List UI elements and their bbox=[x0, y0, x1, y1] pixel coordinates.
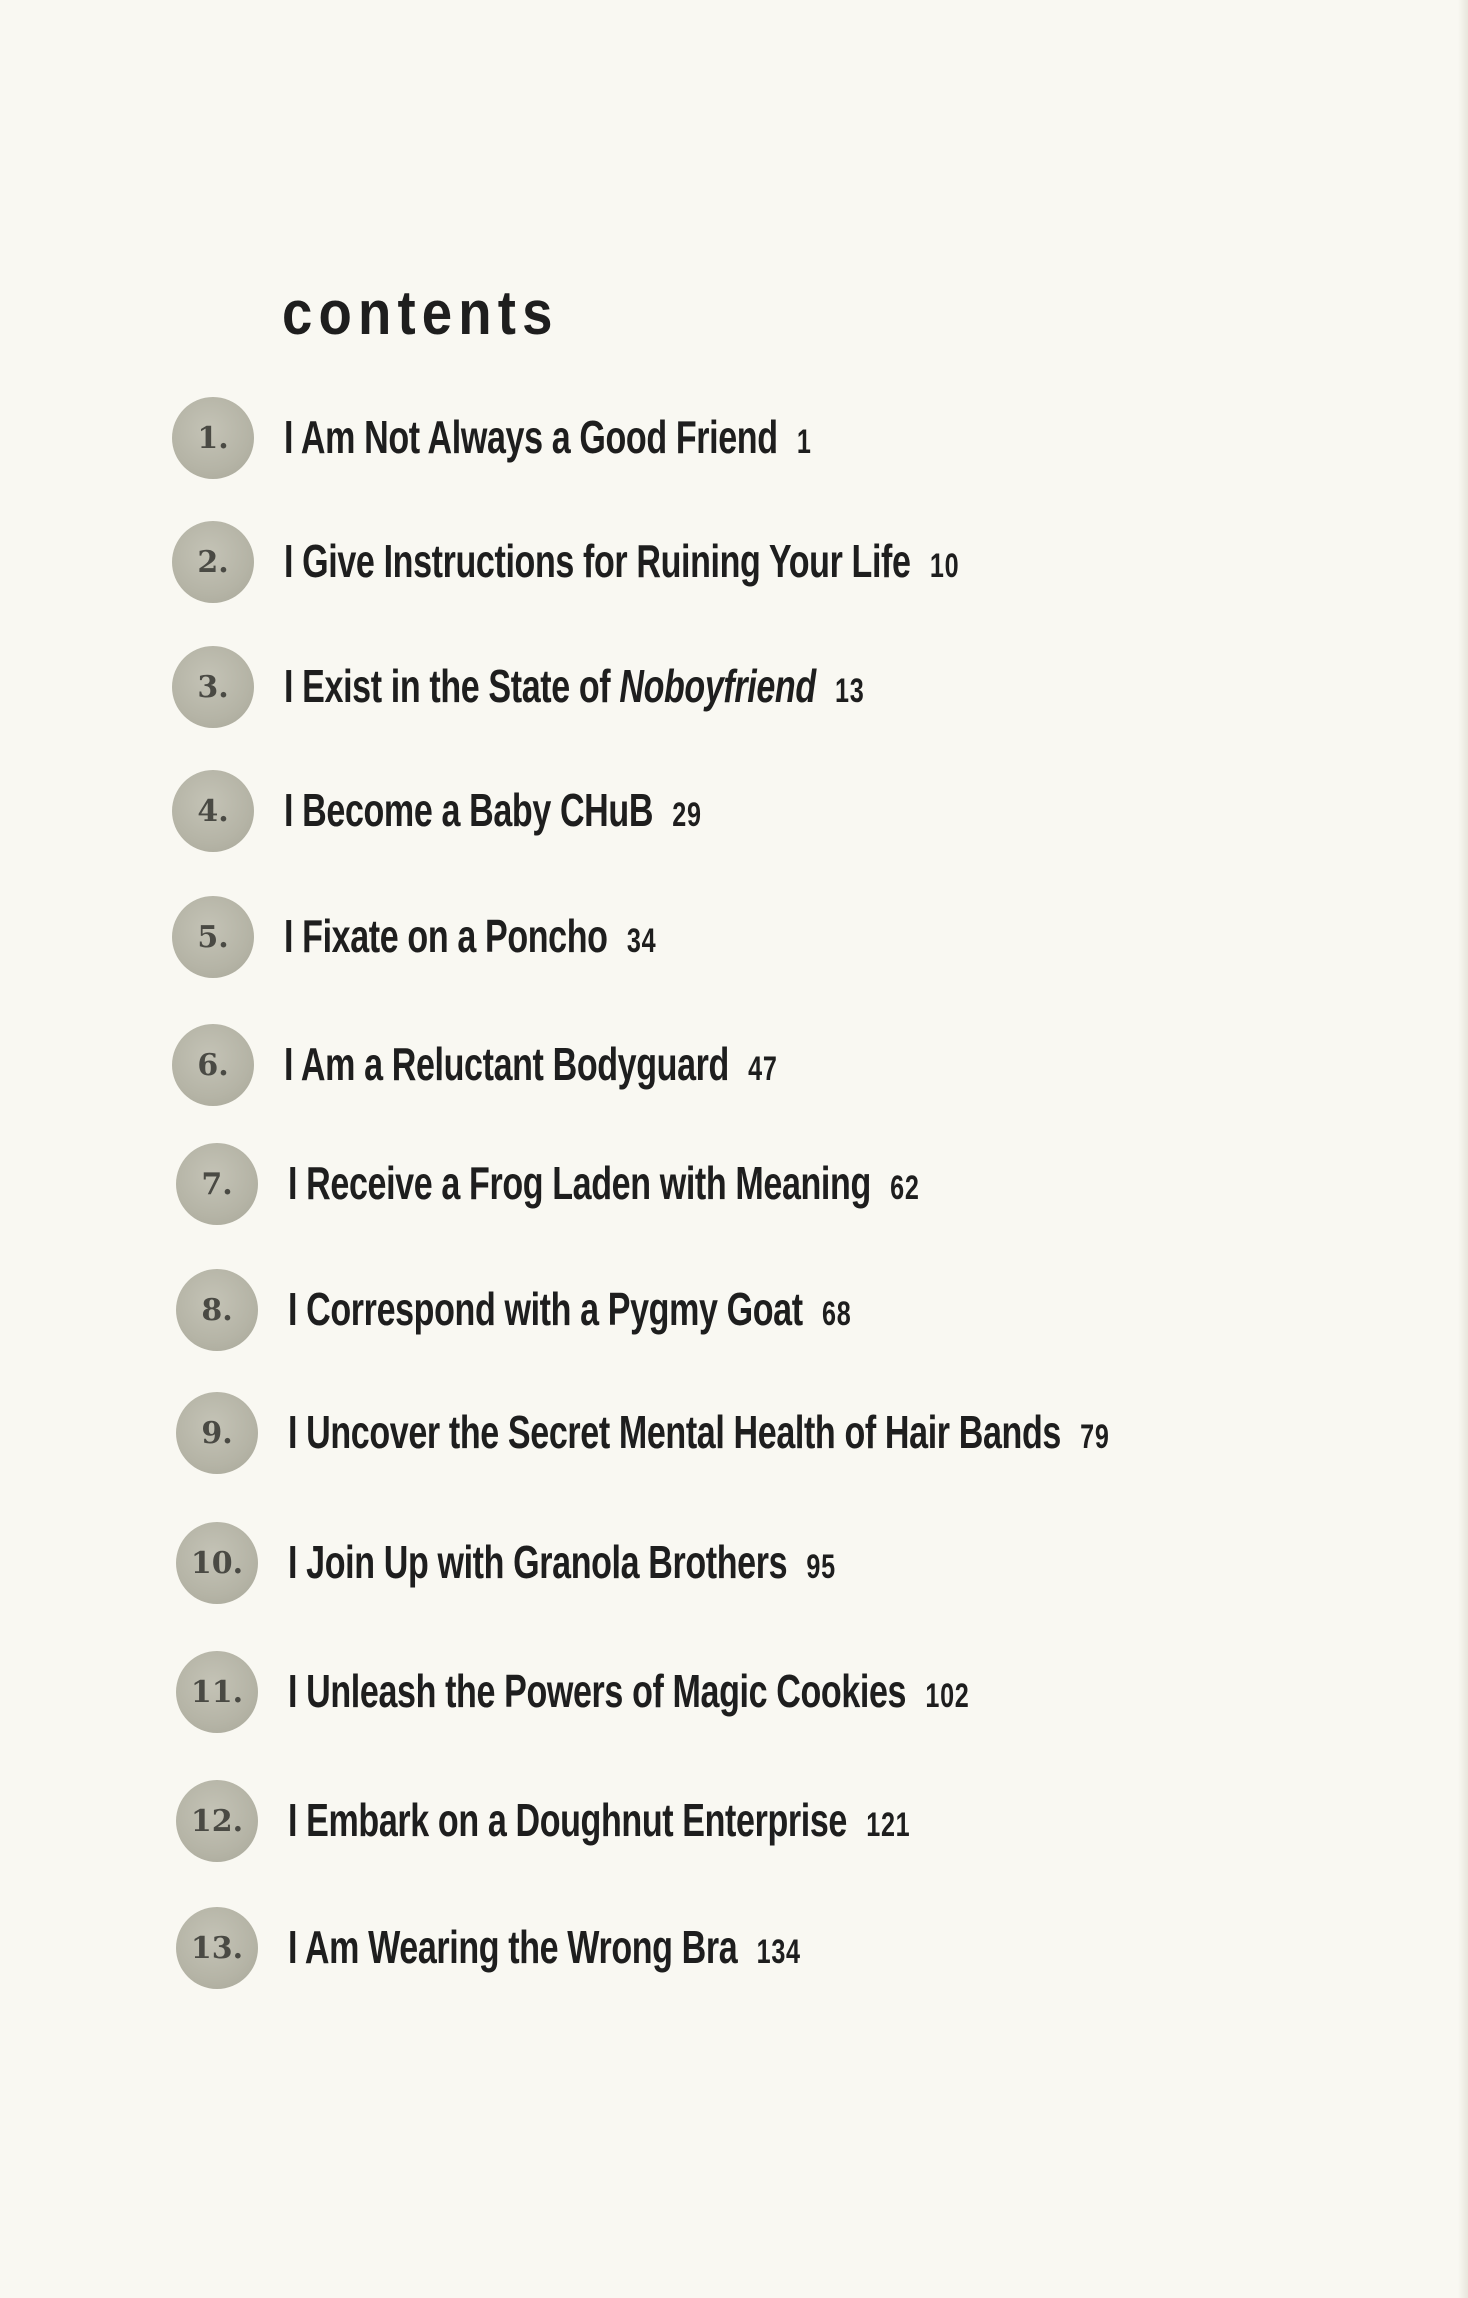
chapter-title-text: I Give Instructions for Ruining Your Life bbox=[284, 535, 911, 587]
chapter-number-badge: 12. bbox=[176, 1780, 258, 1862]
chapter-title bbox=[288, 1156, 920, 1210]
chapter-title bbox=[288, 1664, 970, 1718]
page-number: 47 bbox=[748, 1050, 778, 1088]
page-number: 1 bbox=[796, 423, 812, 461]
chapter-number-badge: 1. bbox=[172, 397, 254, 479]
toc-entry[interactable] bbox=[0, 895, 1400, 979]
page-number: 134 bbox=[756, 1933, 801, 1971]
chapter-title-text: I Exist in the State of bbox=[284, 660, 620, 712]
chapter-title-text: I Embark on a Doughnut Enterprise bbox=[288, 1794, 847, 1846]
toc-entry[interactable] bbox=[4, 1268, 1404, 1352]
toc-entry[interactable] bbox=[0, 396, 1400, 480]
toc-entry[interactable] bbox=[0, 520, 1400, 604]
chapter-number-badge: 8. bbox=[176, 1269, 258, 1351]
chapter-title bbox=[288, 1793, 910, 1847]
chapter-number-badge: 6. bbox=[172, 1024, 254, 1106]
chapter-number-badge: 3. bbox=[172, 646, 254, 728]
chapter-title bbox=[284, 1037, 778, 1091]
page-edge bbox=[1458, 0, 1468, 2298]
page-number: 13 bbox=[834, 672, 865, 710]
chapter-title-text: I Am a Reluctant Bodyguard bbox=[284, 1038, 729, 1090]
toc-entry[interactable] bbox=[4, 1391, 1404, 1475]
page-number: 95 bbox=[806, 1548, 836, 1586]
chapter-title-text: I Uncover the Secret Mental Health of Hair Bands bbox=[288, 1406, 1061, 1458]
chapter-number-badge: 5. bbox=[172, 896, 254, 978]
toc-entry[interactable] bbox=[4, 1906, 1404, 1990]
toc-entry[interactable] bbox=[4, 1779, 1404, 1863]
chapter-title bbox=[288, 1282, 851, 1336]
toc-entry[interactable] bbox=[4, 1142, 1404, 1226]
chapter-title bbox=[284, 909, 656, 963]
chapter-title-text: I Fixate on a Poncho bbox=[284, 910, 608, 962]
toc-entry[interactable] bbox=[0, 1023, 1400, 1107]
chapter-title bbox=[284, 659, 864, 713]
chapter-title bbox=[288, 1920, 801, 1974]
page-number: 29 bbox=[672, 796, 702, 834]
chapter-title bbox=[284, 534, 959, 588]
chapter-title bbox=[288, 1535, 836, 1589]
page-number: 62 bbox=[890, 1169, 920, 1207]
chapter-title-text: I Am Wearing the Wrong Bra bbox=[288, 1921, 738, 1973]
chapter-number-badge: 4. bbox=[172, 770, 254, 852]
chapter-number-badge: 10. bbox=[176, 1522, 258, 1604]
page-number: 102 bbox=[925, 1677, 970, 1715]
page-number: 121 bbox=[866, 1806, 911, 1844]
page-number: 34 bbox=[626, 922, 657, 960]
chapter-title bbox=[288, 1405, 1110, 1459]
chapter-number-badge: 13. bbox=[176, 1907, 258, 1989]
toc-entry[interactable] bbox=[4, 1521, 1404, 1605]
chapter-title-text: I Am Not Always a Good Friend bbox=[284, 411, 778, 463]
toc-entry[interactable] bbox=[0, 645, 1400, 729]
chapter-number-badge: 11. bbox=[176, 1651, 258, 1733]
chapter-title-text: I Become a Baby CHuB bbox=[284, 784, 654, 836]
chapter-title-italic: Noboyfriend bbox=[619, 660, 816, 712]
page-number: 68 bbox=[821, 1295, 852, 1333]
chapter-title-text: I Join Up with Granola Brothers bbox=[288, 1536, 788, 1588]
chapter-title-text: I Unleash the Powers of Magic Cookies bbox=[288, 1665, 907, 1717]
chapter-title bbox=[284, 410, 812, 464]
chapter-number-badge: 9. bbox=[176, 1392, 258, 1474]
chapter-title-text: I Correspond with a Pygmy Goat bbox=[288, 1283, 803, 1335]
chapter-title bbox=[284, 783, 702, 837]
chapter-number-badge: 7. bbox=[176, 1143, 258, 1225]
chapter-number-badge: 2. bbox=[172, 521, 254, 603]
page-number: 79 bbox=[1080, 1418, 1110, 1456]
page-title: contents bbox=[282, 279, 559, 348]
toc-entry[interactable] bbox=[4, 1650, 1404, 1734]
page-number: 10 bbox=[929, 547, 960, 585]
chapter-title-text: I Receive a Frog Laden with Meaning bbox=[288, 1157, 871, 1209]
toc-entry[interactable] bbox=[0, 769, 1400, 853]
